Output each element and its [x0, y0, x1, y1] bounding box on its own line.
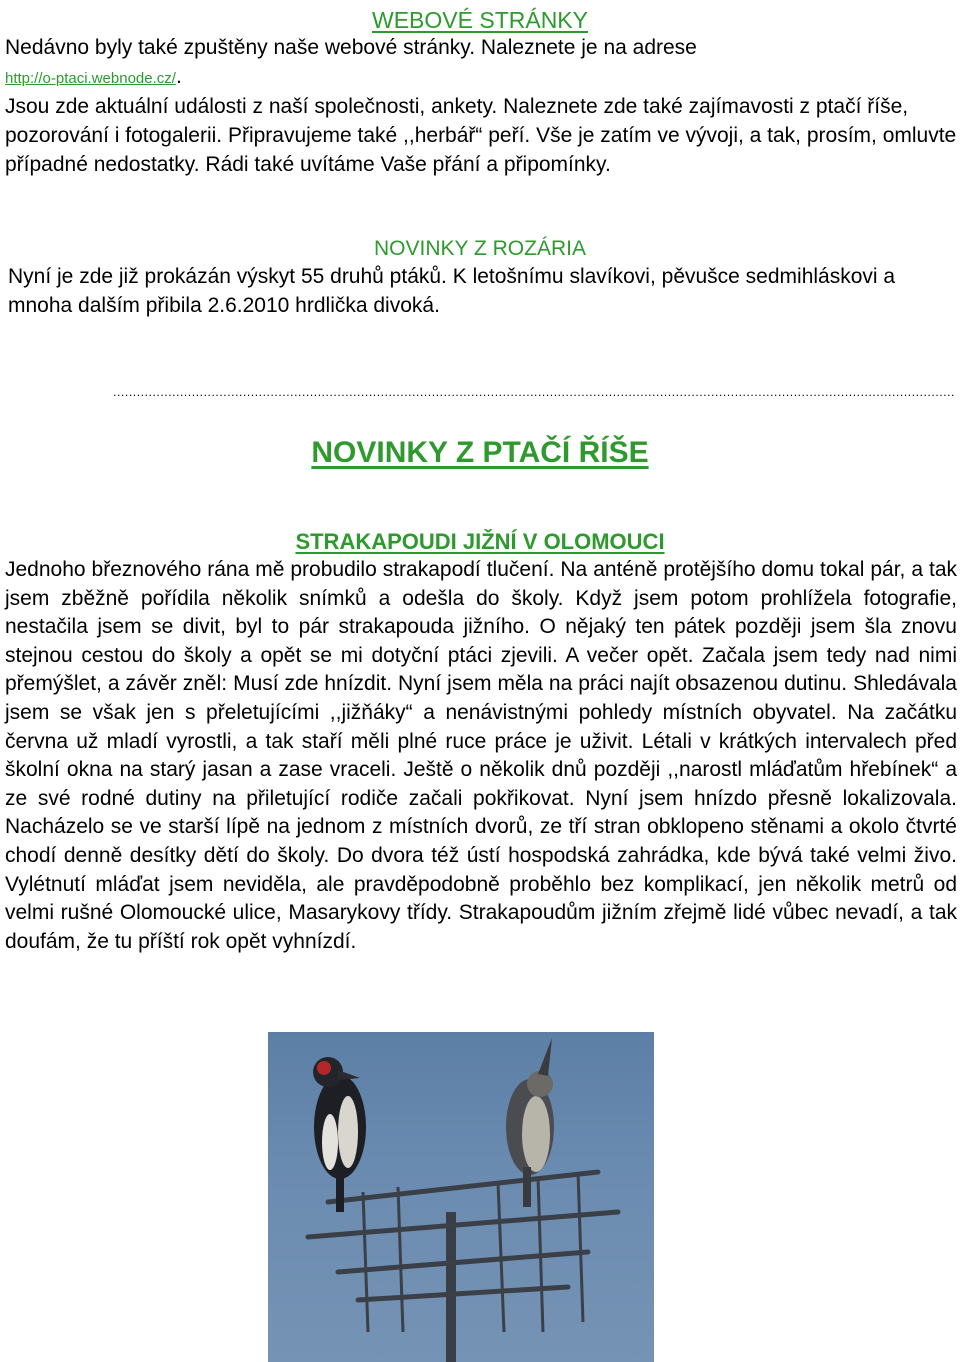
article-subheading: STRAKAPOUDI JIŽNÍ V OLOMOUCI [295, 529, 665, 554]
woodpeckers-photo [268, 1032, 654, 1362]
section-heading-web: WEBOVÉ STRÁNKY [372, 7, 588, 33]
website-link[interactable]: http://o-ptaci.webnode.cz/ [5, 69, 176, 87]
dotted-separator: ...................................................................................................................................................................................................................... [113, 385, 955, 399]
url-suffix: . [175, 64, 182, 88]
article-paragraph: Jednoho březnového rána mě probudilo strakapodí tlučení. Na anténě protějšího domu tokal pár, a tak jsem zběžně pořídila několik snímků a odešla do školy. Když jsem potom prohlížela fotografie, nestačila jsem se divit, byl to pár strakapouda jižního. O nějaký ten pátek později jsem šla znovu stejnou cestou do školy a opět se mi dotyční ptáci zjevili. A večer opět. Začala jsem tedy nad nimi přemýšlet, a závěr zněl: Musí zde hnízdit. Nyní jsem měla na práci najít obsazenou dutinu. Shledávala jsem se však jen s přeletujícími ,,jižňáky“ a nenávistnými pohledy místních obyvatel. Na začátku června už mladí vyrostli, a tak staří měli plné ruce práce je uživit. Létali v krátkých intervalech před školní okna na starý jasan a zase vraceli. Ještě o několik dnů později ,,narostl mláďatům hřebínek“ a ze své rodné dutiny na přiletující rodiče začali pokřikovat. Nyní jsem hnízdo přesně lokalizovala. Nacházelo se ve starší lípě na jednom z místních dvorů, ze tří stran obklopeno stěnami a okolo čtvrté chodí denně desítky dětí do školy. Do dvora též ústí hospodská zahrádka, kde bývá také velmi živo. Vylétnutí mláďat jsem neviděla, ale pravděpodobně proběhlo bez komplikací, jen několik metrů od velmi rušné Olomoucké ulice, Masarykovy třídy. Strakapoudům jižním zřejmě lidé vůbec nevadí, a tak doufám, že tu příští rok opět vyhnízdí. [5, 558, 957, 953]
section-heading-rozarium: NOVINKY Z ROZÁRIA [374, 237, 586, 260]
antenna-mast [446, 1212, 456, 1362]
web-intro-line1: Nedávno byly také zpuštěny naše webové stránky. Naleznete je na adrese [5, 36, 697, 59]
rozarium-paragraph: Nyní je zde již prokázán výskyt 55 druhů ptáků. K letošnímu slavíkovi, pěvušce sedmihláskovi a mnoha dalším přibila 2.6.2010 hrdlička divoká. [8, 265, 896, 317]
woodpecker-left [313, 1057, 366, 1212]
antenna-bars [308, 1172, 618, 1300]
photo-illustration [268, 1032, 654, 1362]
web-intro-text: Jsou zde aktuální události z naší společnosti, ankety. Naleznete zde také zajímavosti z ptačí říše, pozorování i fotogalerii. Připravujeme také ,,herbář“ peří. Vše je zatím ve vývoji, a tak, prosím, omluvte případné nedostatky. Rádi také uvítáme Vaše přání a připomínky. [5, 95, 957, 176]
web-intro-paragraph [5, 34, 957, 180]
section-heading-ptaci-rise: NOVINKY Z PTAČÍ ŘÍŠE [311, 436, 649, 469]
